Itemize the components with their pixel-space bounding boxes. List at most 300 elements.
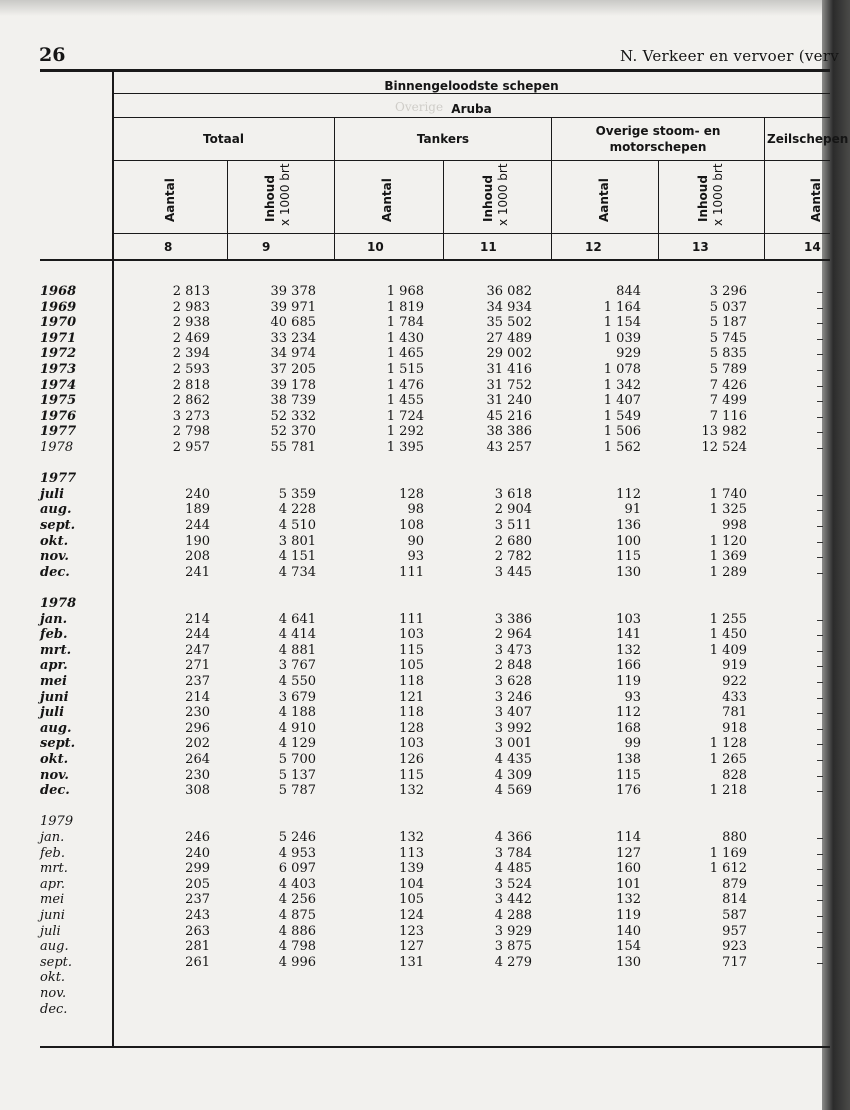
header-overige: Overige stoom- en motorschepen (595, 124, 721, 154)
cell-col-8: 205 (185, 877, 210, 892)
header-tankers: Tankers (416, 132, 470, 146)
header-inhoud-totaal: Inhoud (263, 175, 277, 222)
cell-col-9: 38 739 (270, 393, 316, 408)
cell-col-11: 3 628 (494, 674, 532, 689)
page-edge-shadow (822, 0, 850, 1110)
zeilschepen-dash (817, 557, 823, 558)
cell-col-9: 37 205 (270, 362, 316, 377)
table-row (0, 643, 822, 659)
cell-col-11: 29 002 (486, 346, 532, 361)
cell-col-13: 1 450 (709, 627, 747, 642)
row-label: dec. (40, 1002, 68, 1017)
zeilschepen-dash (817, 448, 823, 449)
zeilschepen-dash (817, 432, 823, 433)
cell-col-10: 113 (399, 846, 424, 861)
cell-col-12: 1 549 (603, 409, 641, 424)
table-row (0, 440, 822, 456)
zeilschepen-dash (817, 292, 823, 293)
cell-col-9: 4 151 (278, 549, 316, 564)
cell-col-11: 35 502 (486, 315, 532, 330)
cell-col-12: 1 039 (603, 331, 641, 346)
cell-col-11: 2 782 (494, 549, 532, 564)
cell-col-13: 922 (722, 674, 747, 689)
cell-col-9: 34 974 (270, 346, 316, 361)
table-row (0, 580, 822, 596)
cell-col-12: 91 (624, 502, 641, 517)
table-row (0, 518, 822, 534)
cell-col-13: 1 740 (709, 487, 747, 502)
table-row (0, 424, 822, 440)
header-aantal-totaal: Aantal (163, 178, 177, 222)
table-row (0, 877, 822, 893)
table-row (0, 674, 822, 690)
column-number-14: 14 (804, 240, 821, 254)
zeilschepen-dash (817, 573, 823, 574)
cell-col-13: 1 289 (709, 565, 747, 580)
cell-col-11: 43 257 (486, 440, 532, 455)
cell-col-8: 2 983 (172, 300, 210, 315)
cell-col-13: 1 612 (709, 861, 747, 876)
cell-col-9: 5 359 (278, 487, 316, 502)
row-label: okt. (40, 752, 69, 767)
row-label: apr. (40, 877, 65, 892)
cell-col-12: 1 562 (603, 440, 641, 455)
cell-col-9: 4 910 (278, 721, 316, 736)
cell-col-8: 189 (185, 502, 210, 517)
cell-col-13: 923 (722, 939, 747, 954)
cell-col-8: 247 (185, 643, 210, 658)
cell-col-11: 45 216 (486, 409, 532, 424)
cell-col-13: 5 745 (709, 331, 747, 346)
cell-col-9: 5 246 (278, 830, 316, 845)
column-number-8: 8 (164, 240, 173, 254)
table-row (0, 378, 822, 394)
cell-col-12: 93 (624, 690, 641, 705)
row-label: okt. (40, 970, 66, 985)
row-label: apr. (40, 658, 68, 673)
cell-col-12: 138 (616, 752, 641, 767)
cell-col-13: 433 (722, 690, 747, 705)
row-label: 1976 (40, 409, 77, 424)
cell-col-9: 33 234 (270, 331, 316, 346)
zeilschepen-dash (817, 760, 823, 761)
cell-col-12: 130 (616, 955, 641, 970)
cell-col-12: 136 (616, 518, 641, 533)
cell-col-11: 3 407 (494, 705, 532, 720)
cell-col-13: 1 369 (709, 549, 747, 564)
cell-col-13: 1 218 (709, 783, 747, 798)
cell-col-8: 241 (185, 565, 210, 580)
table-row (0, 783, 822, 799)
row-label: dec. (40, 783, 70, 798)
cell-col-11: 3 929 (494, 924, 532, 939)
cell-col-9: 4 414 (278, 627, 316, 642)
cell-col-10: 105 (399, 892, 424, 907)
cell-col-13: 1 255 (709, 612, 747, 627)
cell-col-11: 3 618 (494, 487, 532, 502)
zeilschepen-dash (817, 698, 823, 699)
table-top-rule (40, 69, 830, 72)
row-label: mrt. (40, 643, 72, 658)
cell-col-9: 4 256 (278, 892, 316, 907)
cell-col-11: 3 992 (494, 721, 532, 736)
cell-col-8: 2 394 (172, 346, 210, 361)
cell-col-12: 160 (616, 861, 641, 876)
row-label: 1968 (40, 284, 77, 299)
zeilschepen-dash (817, 323, 823, 324)
cell-col-9: 4 886 (278, 924, 316, 939)
cell-col-9: 5 137 (278, 768, 316, 783)
row-label: jan. (40, 612, 68, 627)
cell-col-11: 34 934 (486, 300, 532, 315)
cell-col-9: 6 097 (278, 861, 316, 876)
table-row (0, 393, 822, 409)
cell-col-11: 4 485 (494, 861, 532, 876)
table-row (0, 284, 822, 300)
cell-col-9: 39 178 (270, 378, 316, 393)
cell-col-12: 166 (616, 658, 641, 673)
cell-col-12: 1 407 (603, 393, 641, 408)
cell-col-9: 4 798 (278, 939, 316, 954)
row-label: okt. (40, 534, 69, 549)
cell-col-10: 111 (399, 612, 424, 627)
row-label: 1978 (40, 596, 77, 611)
header-inhoud-tankers: Inhoud (481, 175, 495, 222)
cell-col-13: 7 499 (709, 393, 747, 408)
cell-col-12: 1 506 (603, 424, 641, 439)
divider-col8-9 (227, 161, 228, 260)
cell-col-12: 115 (616, 549, 641, 564)
divider-tankers-overige (551, 118, 552, 260)
cell-col-10: 108 (399, 518, 424, 533)
table-row (0, 612, 822, 628)
table-row (0, 362, 822, 378)
cell-col-8: 214 (185, 612, 210, 627)
cell-col-11: 3 875 (494, 939, 532, 954)
cell-col-13: 5 835 (709, 346, 747, 361)
header-inhoud-unit-tankers: x 1000 brt (496, 163, 510, 226)
cell-col-9: 4 734 (278, 565, 316, 580)
zeilschepen-dash (817, 854, 823, 855)
zeilschepen-dash (817, 417, 823, 418)
row-label: 1969 (40, 300, 77, 315)
row-label: mei (40, 892, 65, 907)
table-row (0, 456, 822, 472)
table-row (0, 736, 822, 752)
cell-col-11: 4 569 (494, 783, 532, 798)
zeilschepen-dash (817, 386, 823, 387)
cell-col-9: 4 228 (278, 502, 316, 517)
table-bottom-rule (40, 1046, 830, 1048)
row-label: dec. (40, 565, 70, 580)
table-row (0, 627, 822, 643)
cell-col-8: 214 (185, 690, 210, 705)
row-label: sept. (40, 736, 76, 751)
zeilschepen-dash (817, 542, 823, 543)
table-row (0, 892, 822, 908)
cell-col-12: 119 (616, 674, 641, 689)
row-label: 1977 (40, 424, 77, 439)
cell-col-8: 2 957 (172, 440, 210, 455)
cell-col-8: 202 (185, 736, 210, 751)
table-row (0, 331, 822, 347)
cell-col-13: 3 296 (709, 284, 747, 299)
cell-col-11: 4 288 (494, 908, 532, 923)
cell-col-13: 1 325 (709, 502, 747, 517)
cell-col-13: 12 524 (701, 440, 747, 455)
cell-col-12: 99 (624, 736, 641, 751)
header-aantal-tankers: Aantal (380, 178, 394, 222)
row-label: mrt. (40, 861, 68, 876)
row-label: jan. (40, 830, 65, 845)
cell-col-11: 2 964 (494, 627, 532, 642)
cell-col-11: 4 279 (494, 955, 532, 970)
cell-col-9: 4 875 (278, 908, 316, 923)
zeilschepen-dash (817, 635, 823, 636)
zeilschepen-dash (817, 916, 823, 917)
cell-col-12: 103 (616, 612, 641, 627)
cell-col-13: 7 116 (709, 409, 747, 424)
cell-col-9: 4 996 (278, 955, 316, 970)
row-label: 1971 (40, 331, 77, 346)
table-row (0, 846, 822, 862)
cell-col-10: 1 292 (386, 424, 424, 439)
table-row (0, 814, 822, 830)
cell-col-11: 2 848 (494, 658, 532, 673)
table-row (0, 861, 822, 877)
table-row (0, 315, 822, 331)
cell-col-9: 52 370 (270, 424, 316, 439)
cell-col-11: 3 511 (494, 518, 532, 533)
table-row (0, 705, 822, 721)
zeilschepen-dash (817, 495, 823, 496)
zeilschepen-dash (817, 932, 823, 933)
cell-col-10: 1 968 (386, 284, 424, 299)
cell-col-13: 13 982 (701, 424, 747, 439)
row-label: juli (40, 924, 61, 939)
row-label: 1970 (40, 315, 77, 330)
cell-col-11: 31 416 (486, 362, 532, 377)
cell-col-13: 918 (722, 721, 747, 736)
cell-col-12: 119 (616, 908, 641, 923)
divider-col12-13 (658, 161, 659, 260)
table-row (0, 502, 822, 518)
cell-col-9: 5 700 (278, 752, 316, 767)
cell-col-8: 240 (185, 487, 210, 502)
cell-col-11: 3 442 (494, 892, 532, 907)
cell-col-10: 118 (399, 705, 424, 720)
cell-col-10: 105 (399, 658, 424, 673)
cell-col-10: 124 (399, 908, 424, 923)
zeilschepen-dash (817, 869, 823, 870)
zeilschepen-dash (817, 354, 823, 355)
rule-below-header (40, 259, 830, 261)
cell-col-13: 1 265 (709, 752, 747, 767)
cell-col-12: 132 (616, 892, 641, 907)
cell-col-10: 1 515 (386, 362, 424, 377)
zeilschepen-dash (817, 651, 823, 652)
cell-col-10: 132 (399, 830, 424, 845)
cell-col-10: 126 (399, 752, 424, 767)
cell-col-12: 114 (616, 830, 641, 845)
cell-col-11: 3 386 (494, 612, 532, 627)
cell-col-9: 39 378 (270, 284, 316, 299)
cell-col-11: 4 366 (494, 830, 532, 845)
cell-col-13: 1 169 (709, 846, 747, 861)
cell-col-8: 246 (185, 830, 210, 845)
row-label: nov. (40, 986, 67, 1001)
cell-col-8: 237 (185, 892, 210, 907)
zeilschepen-dash (817, 791, 823, 792)
row-label: juni (40, 908, 65, 923)
rule-below-categories (113, 160, 830, 161)
row-label: juni (40, 690, 69, 705)
cell-col-8: 264 (185, 752, 210, 767)
column-number-10: 10 (367, 240, 384, 254)
cell-col-13: 587 (722, 908, 747, 923)
cell-col-10: 1 430 (386, 331, 424, 346)
cell-col-12: 1 078 (603, 362, 641, 377)
row-label: nov. (40, 768, 69, 783)
header-binnengeloodste: Binnengeloodste schepen (384, 79, 559, 93)
cell-col-9: 4 641 (278, 612, 316, 627)
table-row (0, 565, 822, 581)
zeilschepen-dash (817, 510, 823, 511)
cell-col-13: 1 128 (709, 736, 747, 751)
cell-col-8: 308 (185, 783, 210, 798)
table-row (0, 549, 822, 565)
cell-col-12: 154 (616, 939, 641, 954)
cell-col-8: 244 (185, 627, 210, 642)
cell-col-10: 103 (399, 627, 424, 642)
cell-col-11: 3 001 (494, 736, 532, 751)
cell-col-10: 115 (399, 768, 424, 783)
rule-above-colnums (113, 233, 830, 234)
cell-col-11: 36 082 (486, 284, 532, 299)
table-row (0, 658, 822, 674)
cell-col-13: 919 (722, 658, 747, 673)
cell-col-10: 131 (399, 955, 424, 970)
cell-col-9: 3 801 (278, 534, 316, 549)
table-row (0, 799, 822, 815)
header-totaal: Totaal (203, 132, 244, 146)
cell-col-10: 139 (399, 861, 424, 876)
cell-col-8: 190 (185, 534, 210, 549)
row-label: aug. (40, 939, 69, 954)
row-label: nov. (40, 549, 69, 564)
cell-col-11: 2 904 (494, 502, 532, 517)
row-label: 1979 (40, 814, 74, 829)
cell-col-11: 2 680 (494, 534, 532, 549)
zeilschepen-dash (817, 900, 823, 901)
cell-col-8: 261 (185, 955, 210, 970)
header-aruba: Aruba (451, 102, 492, 116)
table-row (0, 970, 822, 986)
cell-col-8: 240 (185, 846, 210, 861)
cell-col-11: 3 445 (494, 565, 532, 580)
header-aantal-zeil: Aantal (809, 178, 823, 222)
cell-col-12: 168 (616, 721, 641, 736)
cell-col-13: 5 187 (709, 315, 747, 330)
cell-col-12: 115 (616, 768, 641, 783)
table-row (0, 908, 822, 924)
cell-col-9: 4 510 (278, 518, 316, 533)
table-row (0, 752, 822, 768)
cell-col-9: 3 679 (278, 690, 316, 705)
table-row (0, 955, 822, 971)
cell-col-11: 31 240 (486, 393, 532, 408)
column-number-13: 13 (692, 240, 709, 254)
cell-col-9: 3 767 (278, 658, 316, 673)
divider-col10-11 (443, 161, 444, 260)
table-row (0, 346, 822, 362)
column-number-9: 9 (262, 240, 271, 254)
cell-col-10: 127 (399, 939, 424, 954)
cell-col-12: 1 342 (603, 378, 641, 393)
running-head: N. Verkeer en vervoer (verv (620, 47, 840, 65)
table-row (0, 471, 822, 487)
cell-col-10: 93 (407, 549, 424, 564)
cell-col-12: 112 (616, 487, 641, 502)
row-label: mei (40, 674, 67, 689)
cell-col-8: 230 (185, 705, 210, 720)
zeilschepen-dash (817, 308, 823, 309)
table-row (0, 534, 822, 550)
cell-col-10: 123 (399, 924, 424, 939)
header-aantal-overige: Aantal (597, 178, 611, 222)
table-row (0, 690, 822, 706)
cell-col-8: 237 (185, 674, 210, 689)
row-label: 1974 (40, 378, 77, 393)
cell-col-10: 111 (399, 565, 424, 580)
row-label: aug. (40, 502, 72, 517)
table-row (0, 596, 822, 612)
rule-below-aruba (113, 117, 830, 118)
cell-col-10: 103 (399, 736, 424, 751)
cell-col-10: 1 395 (386, 440, 424, 455)
cell-col-11: 31 752 (486, 378, 532, 393)
cell-col-9: 40 685 (270, 315, 316, 330)
row-label: 1975 (40, 393, 77, 408)
page-number: 26 (39, 44, 66, 66)
table-row (0, 487, 822, 503)
cell-col-12: 1 154 (603, 315, 641, 330)
row-label: 1973 (40, 362, 77, 377)
cell-col-11: 3 784 (494, 846, 532, 861)
cell-col-8: 2 813 (172, 284, 210, 299)
cell-col-12: 100 (616, 534, 641, 549)
cell-col-13: 880 (722, 830, 747, 845)
cell-col-13: 998 (722, 518, 747, 533)
cell-col-8: 271 (185, 658, 210, 673)
table-row (0, 986, 822, 1002)
row-label: juli (40, 705, 65, 720)
table-row (0, 768, 822, 784)
cell-col-10: 104 (399, 877, 424, 892)
cell-col-8: 208 (185, 549, 210, 564)
zeilschepen-dash (817, 401, 823, 402)
header-zeilschepen: Zeilschepen (767, 132, 849, 146)
zeilschepen-dash (817, 713, 823, 714)
cell-col-9: 4 403 (278, 877, 316, 892)
cell-col-9: 5 787 (278, 783, 316, 798)
cell-col-9: 39 971 (270, 300, 316, 315)
cell-col-10: 118 (399, 674, 424, 689)
cell-col-12: 132 (616, 643, 641, 658)
cell-col-13: 5 037 (709, 300, 747, 315)
cell-col-11: 3 246 (494, 690, 532, 705)
cell-col-8: 230 (185, 768, 210, 783)
